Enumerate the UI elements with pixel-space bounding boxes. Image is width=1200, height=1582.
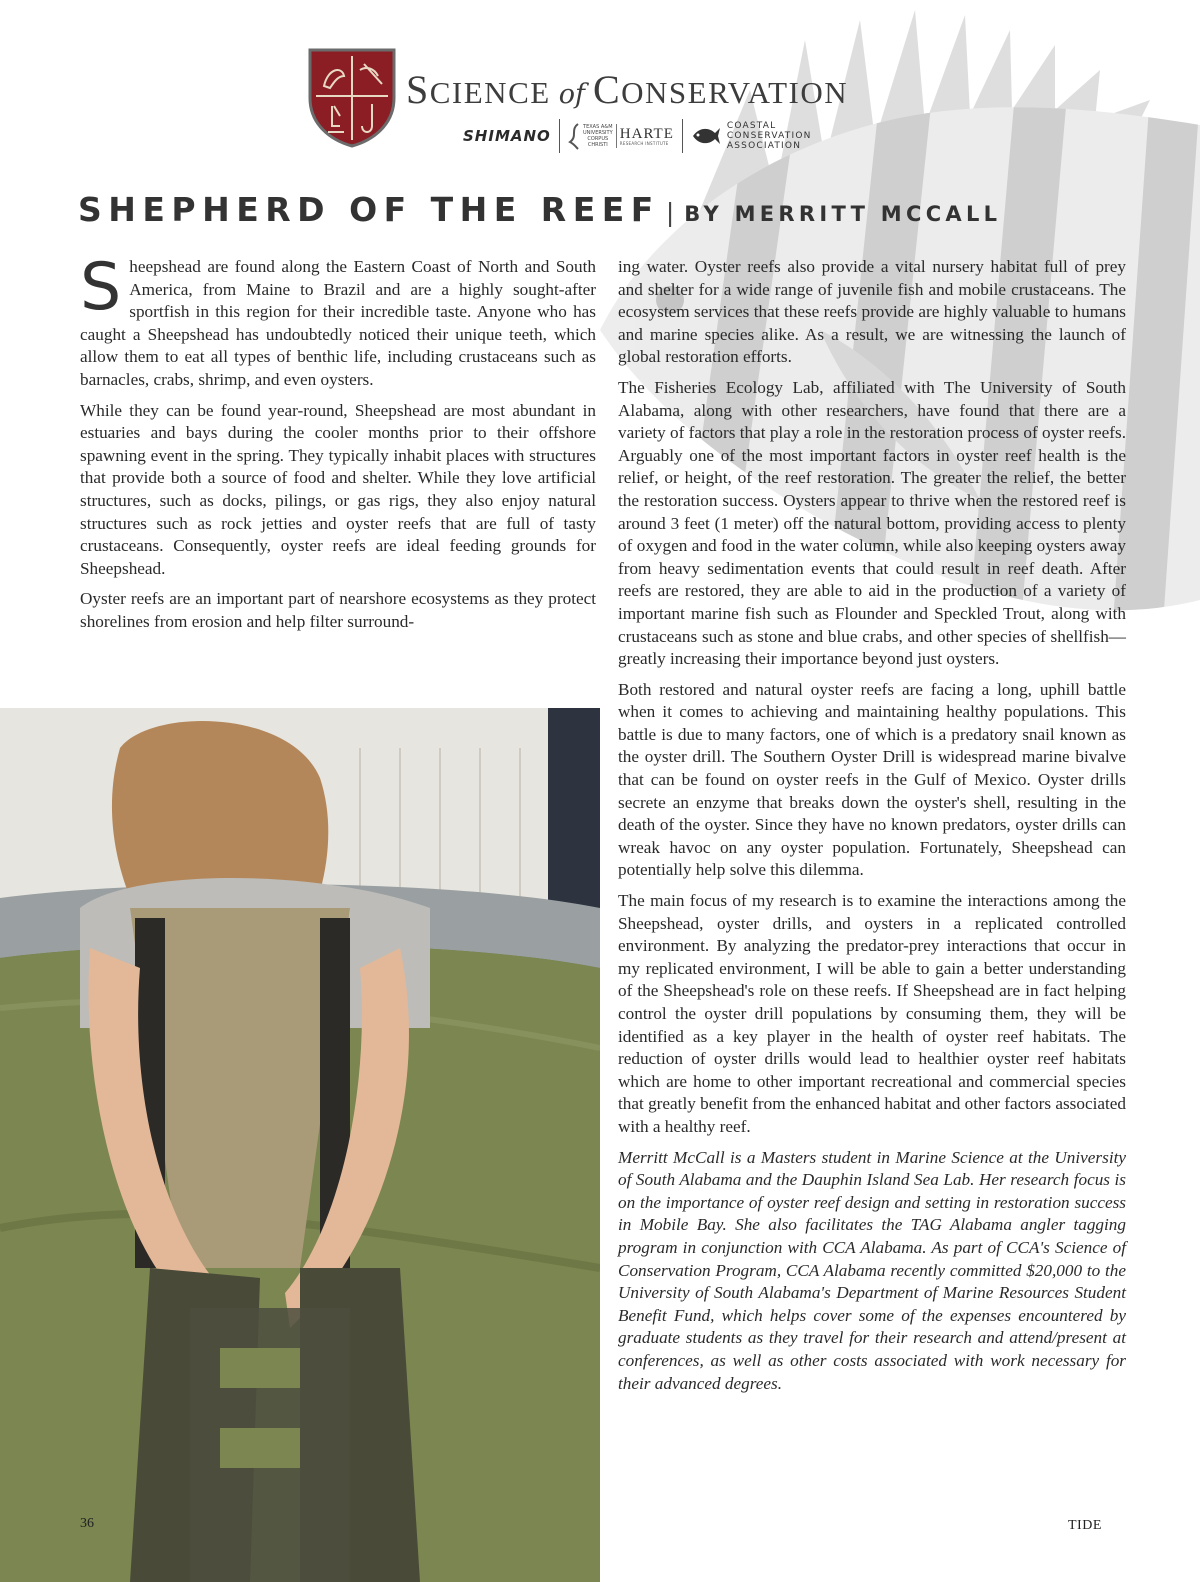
harte-institute-logo bbox=[568, 122, 674, 150]
page-number: 36 bbox=[80, 1516, 94, 1531]
paragraph: While they can be found year-round, Sheepshead are most abundant in estuaries and bays during the cooler months prior to their offshore spawning event in the spring. They typically inhabit places with structures that provide both a source of food and shelter. While they love artificial structures, such as docks, pilings, or gas rigs, they also enjoy natural structures such as rock jetties and oyster reefs that are full of tasty crustaceans. Consequently, oyster reefs are ideal feeding grounds for Sheepshead. bbox=[80, 400, 596, 578]
shimano-logo: SHIMANO bbox=[463, 127, 551, 145]
conservation-shield-logo bbox=[308, 46, 396, 148]
author-bio: Merritt McCall is a Masters student in Marine Science at the University of South Alabama and the Dauphin Island Sea Lab. Her research focus is on the importance of oyster reef design and setting in restoration success in Mobile Bay. She also facilitates the TAG Alabama angler tagging program in conjunction with CCA Alabama. As part of CCA's Science of Conservation Program, CCA Alabama recently committed $20,000 to the University of South Alabama's Department of Marine Resources Student Benefit Fund, which helps cover some of the expenses encountered by graduate students as they travel for their research and attend/present at conferences, as well as other costs associated with work necessary for their advanced degrees. bbox=[618, 1147, 1126, 1393]
paragraph bbox=[80, 250, 596, 392]
paragraph: ing water. Oyster reefs also provide a vital nursery habitat full of prey and shelter for a wide range of juvenile fish and mobile crustaceans. The ecosystem services that these reefs provide are highly valuable to humans and marine species alike. As a result, we are witnessing the launch of global restoration efforts. bbox=[618, 257, 1126, 367]
science-of-conservation-header bbox=[308, 46, 948, 156]
brand-title-initial-2: C bbox=[592, 67, 622, 112]
fish-icon bbox=[691, 125, 721, 147]
article-headline: SHEPHERD OF THE REEF bbox=[78, 190, 660, 229]
title-separator: | bbox=[665, 198, 675, 227]
tamucc-line: TEXAS A&M bbox=[583, 124, 613, 130]
sponsor-divider bbox=[682, 119, 683, 153]
sponsor-divider bbox=[559, 119, 560, 153]
brand-title-word-1: CIENCE bbox=[429, 75, 551, 110]
brand-title-word-2: ONSERVATION bbox=[621, 75, 849, 110]
brand-title-initial-1: S bbox=[406, 67, 430, 112]
cca-line: ASSOCIATION bbox=[726, 141, 802, 151]
harte-wordmark: HARTE bbox=[619, 125, 674, 142]
drop-cap: S bbox=[80, 250, 122, 325]
brand-title bbox=[406, 66, 848, 113]
paragraph: The main focus of my research is to examine the interactions among the Sheepshead, oyster drills, and oysters in a replicated controlled environment. By analyzing the predator-prey interactions that occur in my replicated environment, I will be able to gain a better understanding of the Sheepshead's role on these reefs. If Sheepshead are in fact helping control the oyster drill populations by consuming them, they will be identified as a key player in the health of oyster reef habitats. The reduction of oyster drills would lead to healthier oyster reef habitats which are home to other important recreational and commercial species that greatly benefit from the enhanced habitat and other factors associated with a healthy reef. bbox=[618, 891, 1126, 1136]
tamucc-line: CORPUS bbox=[587, 136, 609, 142]
article-column-right bbox=[618, 256, 1126, 1403]
paragraph: Both restored and natural oyster reefs are facing a long, uphill battle when it comes to achieving and maintaining healthy populations. This battle is due to many factors, one of which is a predatory snail known as the oyster drill. The Southern Oyster Drill is widespread marine bivalve that can be found on oyster reefs in the Gulf of Mexico. Oyster drills secrete an enzyme that breaks down the oyster's shell, resulting in the death of the oyster. Since they have no known predators, oyster drills can wreak havoc on any oyster population. Fortunately, Sheepshead can potentially help solve this dilemma. bbox=[618, 679, 1126, 880]
tamucc-line: CHRISTI bbox=[587, 142, 608, 148]
article-byline: BY MERRITT MCCALL bbox=[684, 202, 1002, 226]
cca-line: CONSERVATION bbox=[726, 131, 812, 141]
wave-icon bbox=[568, 122, 580, 150]
cca-logo bbox=[691, 121, 812, 151]
article-title bbox=[78, 190, 1001, 229]
brand-title-of: of bbox=[558, 79, 585, 110]
tamucc-wordmark bbox=[583, 124, 613, 148]
paragraph: Oyster reefs are an important part of nearshore ecosystems as they protect shorelines from erosion and help filter surround- bbox=[80, 589, 596, 631]
tamucc-line: UNIVERSITY bbox=[582, 130, 613, 136]
cca-line: COASTAL bbox=[726, 121, 777, 131]
sponsor-logos bbox=[463, 116, 812, 156]
article-column-left bbox=[80, 250, 596, 642]
paragraph: The Fisheries Ecology Lab, affiliated with The University of South Alabama, along with other researchers, have found that there are a variety of factors that play a role in the restoration process of oyster reefs. Arguably one of the most important factors in oyster reef health is the relief, or height, of the reef restoration. The greater the relief, the better the restoration success. Oysters appear to thrive when the restored reef is around 3 feet (1 meter) off the natural bottom, providing access to plenty of oxygen and food in the water column, while also keeping oysters away from heavy sedimentation events that could result in reef death. After reefs are restored, they are able to aid in the production of a variety of important marine fish such as Flounder and Speckled Trout, along with crustaceans such as stone and blue crabs, and other species of shellfish—greatly increasing their importance beyond just oysters. bbox=[618, 377, 1126, 669]
harte-subtitle: RESEARCH INSTITUTE bbox=[619, 140, 669, 146]
paragraph-text: heepshead are found along the Eastern Coast of North and South America, from Maine to Brazil and are a highly sought-after sportfish in this region for their incredible taste. Anyone who has caught a Sheepshead has undoubtedly noticed their unique teeth, which allow them to eat all types of benthic life, including crustaceans such as barnacles, crabs, shrimp, and even oysters. bbox=[80, 257, 596, 389]
magazine-name: TIDE bbox=[1068, 1518, 1102, 1533]
researcher-tank-photo bbox=[0, 708, 600, 1582]
